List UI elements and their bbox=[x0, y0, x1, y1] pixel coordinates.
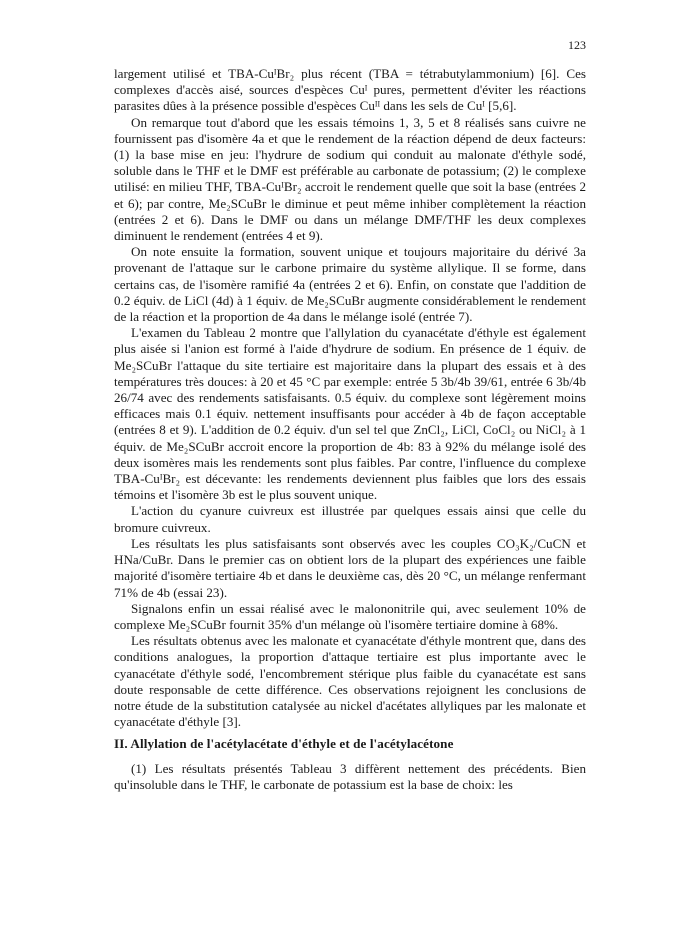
page-number: 123 bbox=[568, 38, 586, 52]
paragraph-5: L'action du cyanure cuivreux est illustrée par quelques essais ainsi que celle du bromure cuivreux. bbox=[114, 503, 586, 535]
paragraph-8: Les résultats obtenus avec les malonate et cyanacétate d'éthyle montrent que, dans des conditions analogues, la proportion d'attaque tertiaire est plus importante avec le cyanacétate d'éthyle sodé, l'encombrement stérique plus faible du cyanacétate est sans doute responsable de cette différence. Ces observations rejoignent les conclusions de notre étude de la substitution catalysée au nickel d'acétates allyliques par les malonate et cyanacétate d'éthyle [3]. bbox=[114, 633, 586, 730]
paragraph-3: On note ensuite la formation, souvent unique et toujours majoritaire du dérivé 3a provenant de l'attaque sur le carbone primaire du système allylique. Il se forme, dans certains cas, de l'isomère ramifié 4a (entrées 2 et 6). Enfin, on constate que l'addition de 0.2 équiv. de LiCl (4d) à 1 équiv. de Me₂SCuBr augmente considérablement le rendement de la réaction et la proportion de 4a dans le mélange isolé (entrée 7). bbox=[114, 244, 586, 325]
paragraph-2: On remarque tout d'abord que les essais témoins 1, 3, 5 et 8 réalisés sans cuivre ne fournissent pas d'isomère 4a et que le rendement de la réaction dépend de deux facteurs: (1) la base mise en jeu: l'hydrure de sodium qui conduit au malonate d'éthyle sodé, soluble dans le THF et le DMF est préférable au carbonate de potassium; (2) le complexe utilisé: en milieu THF, TBA-CuᴵBr₂ accroit le rendement quelle que soit la base (entrées 2 et 6); par contre, Me₂SCuBr le diminue et peut même inhiber complètement la réaction (entrées 2 et 6). Dans le DMF ou dans un mélange DMF/THF les deux complexes diminuent le rendement (entrées 4 et 9). bbox=[114, 114, 586, 244]
section-heading: II. Allylation de l'acétylacétate d'éthyle et de l'acétylacétone bbox=[114, 736, 454, 752]
paragraph-4: L'examen du Tableau 2 montre que l'allylation du cyanacétate d'éthyle est également plus aisée si l'anion est formé à l'aide d'hydrure de sodium. En présence de 1 équiv. de Me₂SCuBr l'attaque du site tertiaire est majoritaire dans la plupart des essais et à des températures très douces: à 20 et 45 °C par exemple: entrée 5 3b/4b 39/61, entrée 6 3b/4b 26/74 avec des rendements satisfaisants. 0.5 équiv. du complexe sont légèrement moins efficaces mais 0.1 équiv. nettement insuffisants pour accéder à 4b de façon acceptable (entrées 8 et 9). L'addition de 0.2 équiv. d'un sel tel que ZnCl₂, LiCl, CoCl₂ ou NiCl₂ à 1 équiv. de Me₂SCuBr accroit encore la proportion de 4b: 83 à 92% du mélange isolé des deux isomères mais les rendements sont plus faibles. Par contre, l'influence du complexe TBA-CuᴵBr₂ est décevante: les rendements deviennent plus faibles que lors des essais témoins et l'isomère 3b est le plus souvent unique. bbox=[114, 325, 586, 503]
page-body bbox=[114, 66, 586, 793]
paragraph-1: largement utilisé et TBA-CuᴵBr₂ plus récent (TBA = tétrabutylammonium) [6]. Ces complexes d'accès aisé, sources d'espèces Cuᴵ pures, permettent d'éviter les réactions parasites dûes à la présence possible d'espèces Cuᴵᴵ dans les sels de Cuᴵ [5,6]. bbox=[114, 66, 586, 114]
paragraph-7: Signalons enfin un essai réalisé avec le malononitrile qui, avec seulement 10% de complexe Me₂SCuBr fournit 35% d'un mélange où l'isomère tertiaire domine à 68%. bbox=[114, 600, 586, 632]
paragraph-6: Les résultats les plus satisfaisants sont observés avec les couples CO₃K₂/CuCN et HNa/CuBr. Dans le premier cas on obtient lors de la plupart des expériences une faible majorité d'isomère tertiaire 4b et dans le deuxième cas, dès 20 °C, un mélange renfermant 71% de 4b (essai 23). bbox=[114, 535, 586, 600]
paragraph-9: (1) Les résultats présentés Tableau 3 diffèrent nettement des précédents. Bien qu'insoluble dans le THF, le carbonate de potassium est la base de choix: les bbox=[114, 760, 586, 792]
